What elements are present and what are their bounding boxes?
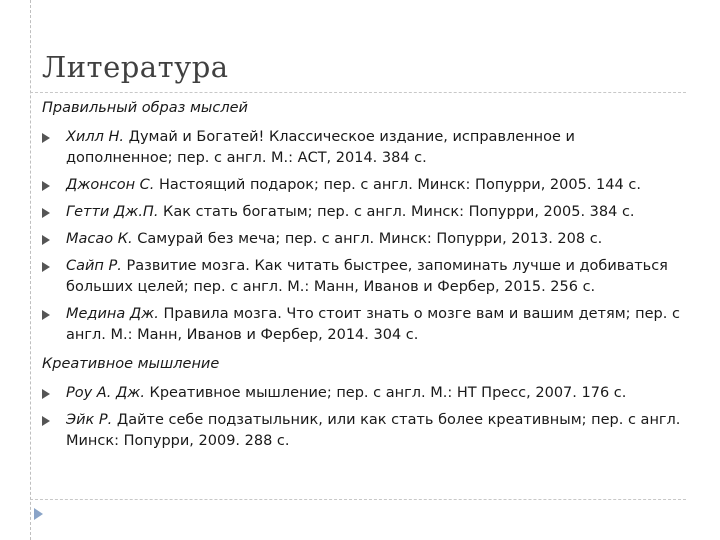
triangle-bullet-icon — [42, 310, 50, 320]
item-text: Самурай без меча; пер. с англ. Минск: Попурри, 2013. 208 с. — [132, 231, 603, 247]
item-author: Джонсон С. — [66, 177, 155, 193]
triangle-bullet-icon — [42, 235, 50, 245]
list-item — [42, 410, 682, 452]
item-author: Сайп Р. — [66, 258, 122, 274]
triangle-bullet-icon — [42, 416, 50, 426]
item-text: Думай и Богатей! Классическое издание, исправленное и дополненное; пер. с англ. М.: АСТ, 2014. 384 с. — [66, 129, 575, 166]
item-text: Креативное мышление; пер. с англ. М.: НТ Пресс, 2007. 176 с. — [144, 385, 627, 401]
triangle-bullet-icon — [42, 262, 50, 272]
list-item — [42, 256, 682, 298]
item-text: Развитие мозга. Как читать быстрее, запоминать лучше и добиваться больших целей; пер. с англ. М.: Манн, Иванов и Фербер, 2015. 256 с. — [66, 258, 668, 295]
triangle-bullet-icon — [42, 208, 50, 218]
list-item — [42, 175, 682, 196]
title-divider — [30, 92, 686, 93]
list-item — [42, 383, 682, 404]
triangle-bullet-icon — [42, 133, 50, 143]
list-item — [42, 127, 682, 169]
item-author: Медина Дж. — [66, 306, 159, 322]
item-author: Хилл Н. — [66, 129, 125, 145]
triangle-bullet-icon — [42, 181, 50, 191]
references-content — [42, 98, 682, 458]
footer-divider — [30, 499, 686, 500]
item-text: Настоящий подарок; пер. с англ. Минск: Попурри, 2005. 144 с. — [154, 177, 641, 193]
item-author: Эйк Р. — [66, 412, 113, 428]
list-item — [42, 304, 682, 346]
left-guide-line — [30, 0, 31, 540]
list-item — [42, 229, 682, 250]
next-slide-arrow-icon[interactable] — [34, 508, 43, 520]
item-author: Роу А. Дж. — [66, 385, 145, 401]
triangle-bullet-icon — [42, 389, 50, 399]
item-text: Как стать богатым; пер. с англ. Минск: Попурри, 2005. 384 с. — [158, 204, 635, 220]
slide-title: Литература — [42, 50, 229, 84]
item-text: Правила мозга. Что стоит знать о мозге вам и вашим детям; пер. с англ. М.: Манн, Иванов и Фербер, 2014. 304 с. — [66, 306, 680, 343]
item-author: Гетти Дж.П. — [66, 204, 159, 220]
section-heading-thinking: Правильный образ мыслей — [42, 100, 248, 116]
section-heading-creative: Креативное мышление — [42, 356, 220, 372]
item-text: Дайте себе подзатыльник, или как стать более креативным; пер. с англ. Минск: Попурри, 2009. 288 с. — [66, 412, 681, 449]
item-author: Масао К. — [66, 231, 133, 247]
list-item — [42, 202, 682, 223]
